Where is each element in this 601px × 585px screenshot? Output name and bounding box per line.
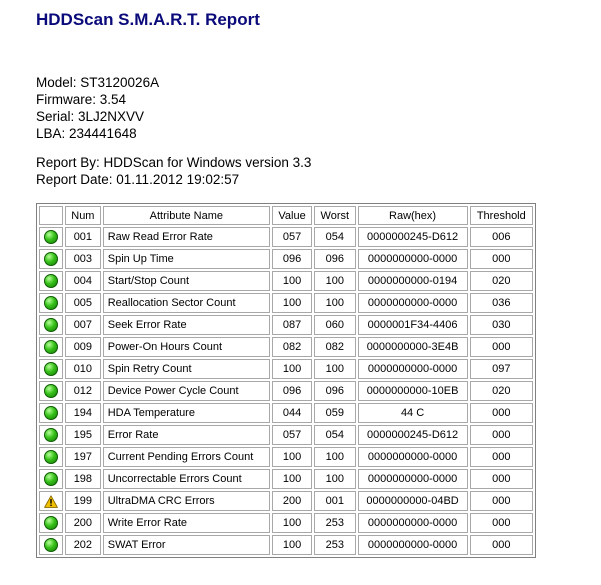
- worst-cell: 054: [314, 227, 355, 247]
- attribute-name-cell: Reallocation Sector Count: [103, 293, 270, 313]
- status-cell: [39, 293, 63, 313]
- raw-cell: 0000000000-3E4B: [358, 337, 468, 357]
- table-row: [39, 227, 533, 247]
- green-status-icon: [44, 362, 58, 376]
- value-cell: 100: [272, 535, 312, 555]
- worst-cell: 001: [314, 491, 355, 511]
- threshold-cell: 000: [470, 249, 533, 269]
- green-status-icon: [44, 538, 58, 552]
- status-cell: [39, 249, 63, 269]
- attribute-name-cell: Uncorrectable Errors Count: [103, 469, 270, 489]
- threshold-cell: 000: [470, 337, 533, 357]
- worst-cell: 100: [314, 469, 355, 489]
- attribute-name-cell: Power-On Hours Count: [103, 337, 270, 357]
- raw-cell: 0000000000-0000: [358, 359, 468, 379]
- attribute-name-cell: Spin Up Time: [103, 249, 270, 269]
- table-row: [39, 535, 533, 555]
- model-line: Model: ST3120026A: [36, 75, 160, 90]
- status-cell: [39, 447, 63, 467]
- report-info: [36, 154, 311, 188]
- header-status: [39, 206, 63, 225]
- value-cell: 096: [272, 381, 312, 401]
- worst-cell: 100: [314, 293, 355, 313]
- num-cell: 012: [65, 381, 101, 401]
- threshold-cell: 006: [470, 227, 533, 247]
- value-cell: 057: [272, 227, 312, 247]
- raw-cell: 44 C: [358, 403, 468, 423]
- num-cell: 198: [65, 469, 101, 489]
- status-cell: [39, 403, 63, 423]
- num-cell: 202: [65, 535, 101, 555]
- attribute-name-cell: Current Pending Errors Count: [103, 447, 270, 467]
- status-cell: [39, 271, 63, 291]
- raw-cell: 0000000000-0000: [358, 535, 468, 555]
- status-cell: [39, 359, 63, 379]
- value-cell: 100: [272, 293, 312, 313]
- green-status-icon: [44, 450, 58, 464]
- raw-cell: 0000000000-0000: [358, 293, 468, 313]
- num-cell: 195: [65, 425, 101, 445]
- status-cell: [39, 381, 63, 401]
- threshold-cell: 036: [470, 293, 533, 313]
- num-cell: 197: [65, 447, 101, 467]
- table-row: [39, 469, 533, 489]
- attribute-name-cell: Device Power Cycle Count: [103, 381, 270, 401]
- worst-cell: 059: [314, 403, 355, 423]
- table-row: [39, 293, 533, 313]
- attribute-name-cell: Spin Retry Count: [103, 359, 270, 379]
- raw-cell: 0000000000-0000: [358, 249, 468, 269]
- green-status-icon: [44, 274, 58, 288]
- status-cell: [39, 425, 63, 445]
- report-date-line: Report Date: 01.11.2012 19:02:57: [36, 172, 240, 187]
- num-cell: 003: [65, 249, 101, 269]
- table-row: [39, 249, 533, 269]
- value-cell: 087: [272, 315, 312, 335]
- value-cell: 100: [272, 447, 312, 467]
- threshold-cell: 020: [470, 381, 533, 401]
- value-cell: 044: [272, 403, 312, 423]
- table-header-row: [39, 206, 533, 225]
- threshold-cell: 000: [470, 469, 533, 489]
- worst-cell: 082: [314, 337, 355, 357]
- green-status-icon: [44, 230, 58, 244]
- status-cell: [39, 227, 63, 247]
- lba-line: LBA: 234441648: [36, 126, 137, 141]
- status-cell: [39, 535, 63, 555]
- attribute-name-cell: HDA Temperature: [103, 403, 270, 423]
- header-raw: Raw(hex): [358, 206, 468, 225]
- num-cell: 194: [65, 403, 101, 423]
- table-row: [39, 359, 533, 379]
- header-worst: Worst: [314, 206, 355, 225]
- worst-cell: 054: [314, 425, 355, 445]
- table-row: [39, 271, 533, 291]
- attribute-name-cell: Seek Error Rate: [103, 315, 270, 335]
- warning-triangle-icon: [44, 495, 58, 508]
- green-status-icon: [44, 384, 58, 398]
- num-cell: 199: [65, 491, 101, 511]
- value-cell: 200: [272, 491, 312, 511]
- threshold-cell: 000: [470, 425, 533, 445]
- attribute-name-cell: Raw Read Error Rate: [103, 227, 270, 247]
- table-row: [39, 403, 533, 423]
- threshold-cell: 020: [470, 271, 533, 291]
- status-cell: [39, 469, 63, 489]
- num-cell: 007: [65, 315, 101, 335]
- attribute-name-cell: Write Error Rate: [103, 513, 270, 533]
- report-title: HDDScan S.M.A.R.T. Report: [36, 10, 260, 29]
- table-row: [39, 491, 533, 511]
- num-cell: 200: [65, 513, 101, 533]
- value-cell: 100: [272, 513, 312, 533]
- serial-line: Serial: 3LJ2NXVV: [36, 109, 145, 124]
- worst-cell: 253: [314, 513, 355, 533]
- header-num: Num: [65, 206, 101, 225]
- attribute-name-cell: UltraDMA CRC Errors: [103, 491, 270, 511]
- raw-cell: 0000000000-0000: [358, 513, 468, 533]
- green-status-icon: [44, 428, 58, 442]
- table-row: [39, 337, 533, 357]
- worst-cell: 060: [314, 315, 355, 335]
- status-cell: [39, 337, 63, 357]
- status-cell: [39, 315, 63, 335]
- device-info: [36, 74, 159, 142]
- num-cell: 004: [65, 271, 101, 291]
- raw-cell: 0000000000-0194: [358, 271, 468, 291]
- header-value: Value: [272, 206, 312, 225]
- report-by-line: Report By: HDDScan for Windows version 3.3: [36, 155, 312, 170]
- num-cell: 005: [65, 293, 101, 313]
- raw-cell: 0000000000-10EB: [358, 381, 468, 401]
- threshold-cell: 000: [470, 403, 533, 423]
- table-row: [39, 315, 533, 335]
- value-cell: 100: [272, 271, 312, 291]
- green-status-icon: [44, 406, 58, 420]
- worst-cell: 100: [314, 359, 355, 379]
- value-cell: 082: [272, 337, 312, 357]
- green-status-icon: [44, 296, 58, 310]
- raw-cell: 0000000000-0000: [358, 469, 468, 489]
- num-cell: 009: [65, 337, 101, 357]
- raw-cell: 0000000000-0000: [358, 447, 468, 467]
- attribute-name-cell: Error Rate: [103, 425, 270, 445]
- threshold-cell: 000: [470, 491, 533, 511]
- green-status-icon: [44, 318, 58, 332]
- raw-cell: 0000000245-D612: [358, 227, 468, 247]
- value-cell: 057: [272, 425, 312, 445]
- worst-cell: 253: [314, 535, 355, 555]
- table-row: [39, 447, 533, 467]
- table-row: [39, 425, 533, 445]
- raw-cell: 0000000000-04BD: [358, 491, 468, 511]
- green-status-icon: [44, 252, 58, 266]
- threshold-cell: 000: [470, 535, 533, 555]
- threshold-cell: 030: [470, 315, 533, 335]
- num-cell: 010: [65, 359, 101, 379]
- attribute-name-cell: Start/Stop Count: [103, 271, 270, 291]
- green-status-icon: [44, 472, 58, 486]
- value-cell: 100: [272, 359, 312, 379]
- smart-attributes-table: [36, 203, 536, 558]
- worst-cell: 100: [314, 447, 355, 467]
- table-row: [39, 513, 533, 533]
- threshold-cell: 000: [470, 513, 533, 533]
- value-cell: 100: [272, 469, 312, 489]
- green-status-icon: [44, 516, 58, 530]
- status-cell: [39, 513, 63, 533]
- header-attribute-name: Attribute Name: [103, 206, 270, 225]
- value-cell: 096: [272, 249, 312, 269]
- status-cell: [39, 491, 63, 511]
- firmware-line: Firmware: 3.54: [36, 92, 127, 107]
- green-status-icon: [44, 340, 58, 354]
- header-threshold: Threshold: [470, 206, 533, 225]
- worst-cell: 100: [314, 271, 355, 291]
- table-body: [39, 227, 533, 555]
- table-row: [39, 381, 533, 401]
- threshold-cell: 000: [470, 447, 533, 467]
- threshold-cell: 097: [470, 359, 533, 379]
- raw-cell: 0000000245-D612: [358, 425, 468, 445]
- raw-cell: 0000001F34-4406: [358, 315, 468, 335]
- worst-cell: 096: [314, 249, 355, 269]
- attribute-name-cell: SWAT Error: [103, 535, 270, 555]
- worst-cell: 096: [314, 381, 355, 401]
- num-cell: 001: [65, 227, 101, 247]
